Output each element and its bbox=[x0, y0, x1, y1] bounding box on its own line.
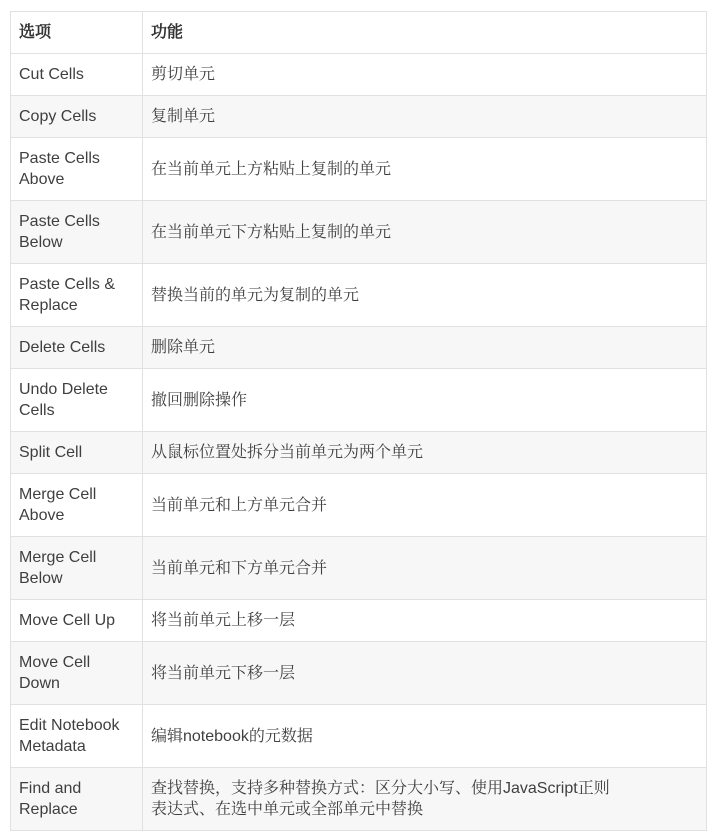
table-body bbox=[11, 54, 707, 831]
option-cell: Cut Cells bbox=[11, 54, 143, 96]
option-cell: Find and Replace bbox=[11, 768, 143, 831]
option-cell: Undo Delete Cells bbox=[11, 369, 143, 432]
function-cell: 将当前单元上移一层 bbox=[143, 600, 707, 642]
option-cell: Edit Notebook Metadata bbox=[11, 705, 143, 768]
option-cell: Move Cell Up bbox=[11, 600, 143, 642]
function-cell: 复制单元 bbox=[143, 96, 707, 138]
function-cell: 当前单元和上方单元合并 bbox=[143, 474, 707, 537]
function-cell: 编辑notebook的元数据 bbox=[143, 705, 707, 768]
table-row bbox=[11, 432, 707, 474]
options-function-table bbox=[10, 11, 707, 831]
function-cell: 将当前单元下移一层 bbox=[143, 642, 707, 705]
option-cell: Paste Cells Below bbox=[11, 201, 143, 264]
option-cell: Move Cell Down bbox=[11, 642, 143, 705]
table-row bbox=[11, 327, 707, 369]
option-cell: Merge Cell Above bbox=[11, 474, 143, 537]
option-cell: Copy Cells bbox=[11, 96, 143, 138]
function-cell: 当前单元和下方单元合并 bbox=[143, 537, 707, 600]
table-header bbox=[11, 12, 707, 54]
function-cell: 删除单元 bbox=[143, 327, 707, 369]
header-option: 选项 bbox=[11, 12, 143, 54]
table-row bbox=[11, 201, 707, 264]
function-cell: 在当前单元上方粘贴上复制的单元 bbox=[143, 138, 707, 201]
function-cell: 替换当前的单元为复制的单元 bbox=[143, 264, 707, 327]
table-row bbox=[11, 642, 707, 705]
option-cell: Delete Cells bbox=[11, 327, 143, 369]
function-cell: 查找替换，支持多种替换方式：区分大小写、使用JavaScript正则表达式、在选中单元或全部单元中替换 bbox=[143, 768, 707, 831]
function-cell: 在当前单元下方粘贴上复制的单元 bbox=[143, 201, 707, 264]
function-cell: 剪切单元 bbox=[143, 54, 707, 96]
table-row bbox=[11, 768, 707, 831]
table-row bbox=[11, 369, 707, 432]
function-cell: 从鼠标位置处拆分当前单元为两个单元 bbox=[143, 432, 707, 474]
table-row bbox=[11, 474, 707, 537]
option-cell: Paste Cells Above bbox=[11, 138, 143, 201]
table-row bbox=[11, 537, 707, 600]
header-function: 功能 bbox=[143, 12, 707, 54]
table-row bbox=[11, 96, 707, 138]
option-cell: Paste Cells & Replace bbox=[11, 264, 143, 327]
table-row bbox=[11, 138, 707, 201]
table-row bbox=[11, 264, 707, 327]
option-cell: Split Cell bbox=[11, 432, 143, 474]
table-row bbox=[11, 705, 707, 768]
table-row bbox=[11, 54, 707, 96]
table-row bbox=[11, 600, 707, 642]
header-row bbox=[11, 12, 707, 54]
function-cell: 撤回删除操作 bbox=[143, 369, 707, 432]
option-cell: Merge Cell Below bbox=[11, 537, 143, 600]
